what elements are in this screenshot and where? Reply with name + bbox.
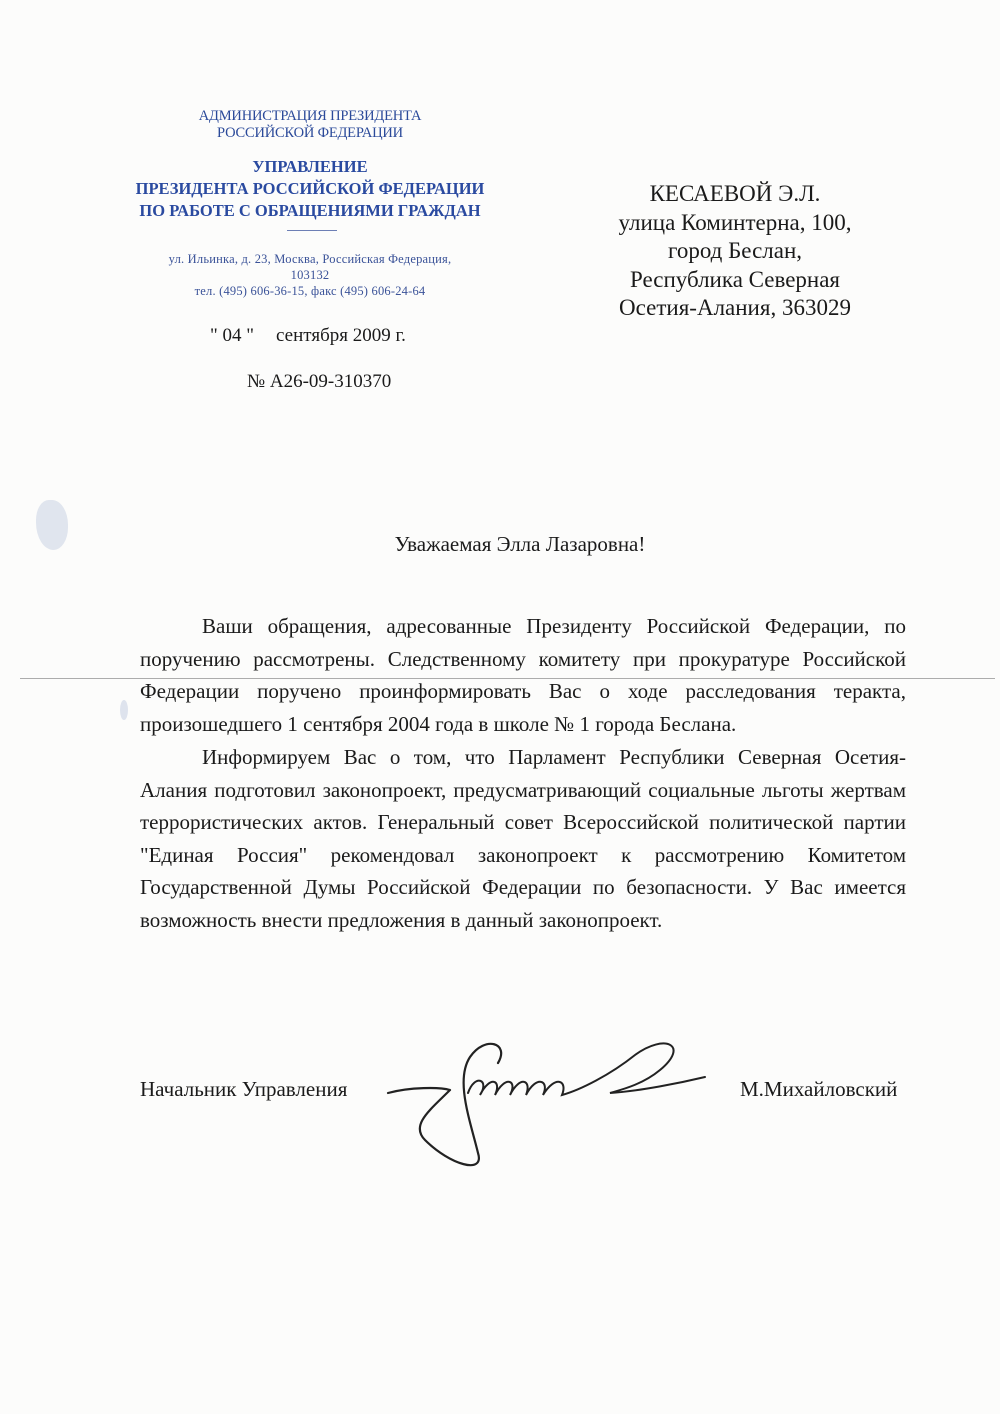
recipient-region-postcode: Осетия-Алания, 363029 [619,295,851,320]
letterhead-dept-line: ПО РАБОТЕ С ОБРАЩЕНИЯМИ ГРАЖДАН [139,201,481,220]
recipient-city: город Беслан, [667,238,803,263]
recipient-street: улица Коминтерна, 100, [618,209,852,235]
phone-fax-line: тел. (495) 606-36-15, факс (495) 606-24-64 [194,284,426,298]
registration-number: № А26-09-310370 [247,371,392,392]
letterhead-administration [120,108,500,142]
letterhead-address [120,251,500,299]
letterhead-admin-line: РОССИЙСКОЙ ФЕДЕРАЦИИ [217,125,403,141]
letterhead-dept-line: ПРЕЗИДЕНТА РОССИЙСКОЙ ФЕДЕРАЦИИ [135,179,485,198]
recipient-name: КЕСАЕВОЙ Э.Л. [649,181,821,206]
signer-name: М.Михайловский [740,1077,898,1101]
signer-title: Начальник Управления [140,1077,348,1101]
letterhead-department [120,156,500,222]
address-postcode: 103132 [290,268,330,282]
letterhead-dept-line: УПРАВЛЕНИЕ [252,157,368,176]
body-paragraph: Информируем Вас о том, что Парламент Республики Северная Осетия-Алания подготовил законопроект, предусматривающий социальные льготы жертвам террористических актов. Генеральный совет Всероссийской политической партии "Единая Россия" рекомендовал законопроект к рассмотрению Комитетом Государственной Думы Российской Федерации по безопасности. У Вас имеется возможность внести предложения в данный законопроект. [140,745,906,932]
body-paragraph: Ваши обращения, адресованные Президенту Российской Федерации, по поручению рассмотрены. Следственному комитету при прокуратуре Российской Федерации поручено проинформировать Вас о ходе расследования теракта, произошедшего 1 сентября 2004 года в школе № 1 города Беслана. [140,614,906,736]
address-line: ул. Ильинка, д. 23, Москва, Российская Федерация, [168,252,452,266]
scan-smudge [120,700,128,720]
date-month-year: сентября 2009 г. [276,325,406,346]
letter-date [210,325,406,347]
letterhead-admin-line: АДМИНИСТРАЦИЯ ПРЕЗИДЕНТА [198,108,422,124]
salutation: Уважаемая Элла Лазаровна! [394,532,646,556]
recipient-region: Республика Северная [629,266,841,292]
recipient-address [590,180,880,323]
letter-body [140,610,906,936]
handwritten-signature [380,1035,710,1175]
letterhead-divider [287,230,337,231]
date-day: " 04 " [210,325,255,346]
